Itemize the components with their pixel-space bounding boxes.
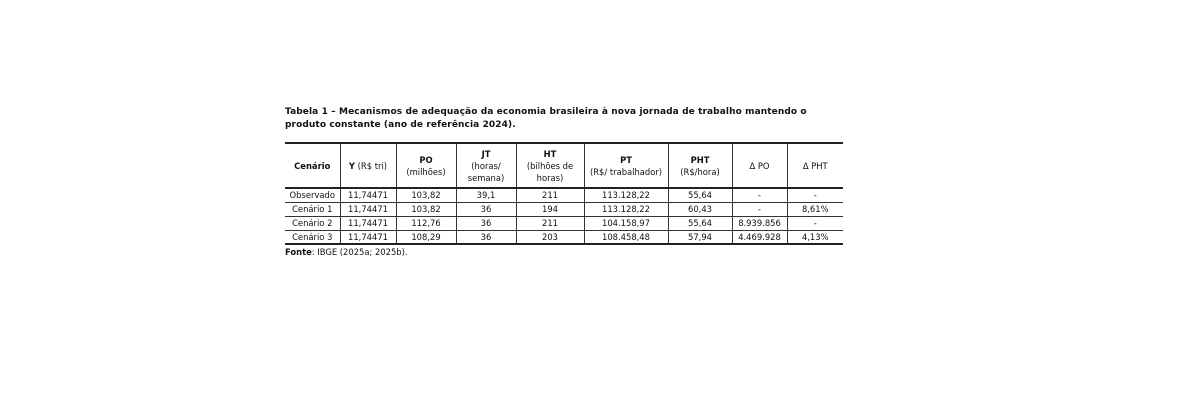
column-header-unit: (bilhões de horas) — [526, 160, 574, 183]
table-cell: 11,74471 — [340, 188, 396, 202]
table-cell: 60,43 — [668, 202, 732, 216]
table-header-row — [285, 143, 843, 188]
table-cell: - — [787, 216, 843, 230]
table-cell: 36 — [456, 216, 516, 230]
table-cell: - — [787, 188, 843, 202]
table-row — [285, 188, 843, 202]
table-body — [285, 188, 843, 244]
column-header — [787, 143, 843, 188]
table-cell: 104.158,97 — [584, 216, 668, 230]
column-header-title: Cenário — [294, 160, 331, 171]
table-cell: 103,82 — [396, 188, 456, 202]
column-header — [456, 143, 516, 188]
column-header — [516, 143, 584, 188]
table-cell: 4,13% — [787, 230, 843, 244]
caption-line-1: Tabela 1 – Mecanismos de adequação da economia brasileira à nova jornada de trabalho mantendo o — [285, 107, 807, 117]
column-header — [285, 143, 340, 188]
table-cell: Cenário 2 — [285, 216, 340, 230]
column-header-title: Y — [348, 160, 355, 171]
table-cell: 11,74471 — [340, 216, 396, 230]
table-row — [285, 202, 843, 216]
caption-line-2: produto constante (ano de referência 2024). — [285, 120, 516, 130]
column-header-title: PHT — [690, 154, 710, 165]
document — [285, 106, 845, 257]
table-cell: 108.458,48 — [584, 230, 668, 244]
data-table — [285, 142, 843, 245]
table-cell: - — [732, 188, 787, 202]
column-header-unit: Δ PHT — [802, 160, 828, 171]
table-caption — [285, 106, 845, 132]
table-cell: Cenário 1 — [285, 202, 340, 216]
column-header — [584, 143, 668, 188]
table-cell: 55,64 — [668, 188, 732, 202]
column-header-unit: (R$ tri) — [355, 160, 388, 171]
table-cell: 112,76 — [396, 216, 456, 230]
column-header-unit: (milhões) — [406, 166, 446, 177]
table-cell: 36 — [456, 230, 516, 244]
table-cell: 36 — [456, 202, 516, 216]
table-cell: 4.469.928 — [732, 230, 787, 244]
table-cell: 211 — [516, 188, 584, 202]
table-cell: 203 — [516, 230, 584, 244]
column-header-title: JT — [481, 148, 491, 159]
table-cell: 108,29 — [396, 230, 456, 244]
table-cell: 113.128,22 — [584, 202, 668, 216]
column-header-unit: (R$/ trabalhador) — [589, 166, 663, 177]
column-header-title: HT — [543, 148, 557, 159]
source-note — [285, 247, 845, 257]
source-label: Fonte — [285, 247, 312, 257]
table-cell: 11,74471 — [340, 202, 396, 216]
table-cell: 39,1 — [456, 188, 516, 202]
table-cell: 8.939.856 — [732, 216, 787, 230]
column-header — [340, 143, 396, 188]
table-cell: 55,64 — [668, 216, 732, 230]
table-row — [285, 216, 843, 230]
column-header-title: PO — [419, 154, 433, 165]
table-cell: Cenário 3 — [285, 230, 340, 244]
table-cell: 8,61% — [787, 202, 843, 216]
table-cell: Observado — [285, 188, 340, 202]
table-cell: 211 — [516, 216, 584, 230]
table-cell: 57,94 — [668, 230, 732, 244]
table-cell: 11,74471 — [340, 230, 396, 244]
table-cell: - — [732, 202, 787, 216]
table-cell: 194 — [516, 202, 584, 216]
column-header-unit: Δ PO — [749, 160, 770, 171]
column-header — [668, 143, 732, 188]
table-cell: 113.128,22 — [584, 188, 668, 202]
column-header-title: PT — [620, 154, 632, 165]
column-header — [732, 143, 787, 188]
source-text: : IBGE (2025a; 2025b). — [311, 247, 408, 257]
table-cell: 103,82 — [396, 202, 456, 216]
table-row — [285, 230, 843, 244]
column-header-unit: (horas/ semana) — [467, 160, 505, 183]
column-header — [396, 143, 456, 188]
column-header-unit: (R$/hora) — [680, 166, 720, 177]
